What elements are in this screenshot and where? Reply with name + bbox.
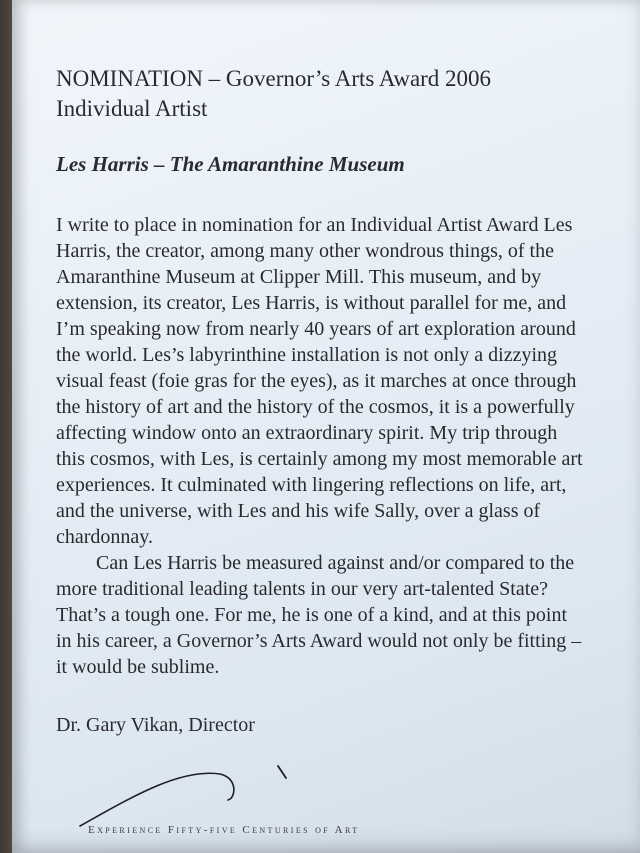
signatory-name: Dr. Gary Vikan, Director xyxy=(56,714,255,736)
museum-motto: Experience Fifty-five Centuries of Art xyxy=(88,824,360,836)
nomination-letter xyxy=(56,64,596,738)
body-paragraph-1: I write to place in nomination for an Individual Artist Award Les Harris, the creator, among many other wondrous things, of the Amaranthine Museum at Clipper Mill. This museum, and by extension, its creator, Les Harris, is without parallel for me, and I’m speaking now from nearly 40 years of art exploration around the world. Les’s labyrinthine installation is not only a dizzying visual feast (foie gras for the eyes), as it marches at once through the history of art and the history of the cosmos, it is a powerfully affecting window onto an extraordinary spirit. My trip through this cosmos, with Les, is certainly among my most memorable art experiences. It culminated with lingering reflections on life, art, and the universe, with Les and his wife Sally, over a glass of chardonnay. xyxy=(56,214,583,548)
letter-body xyxy=(56,212,584,680)
nominee-line: Les Harris – The Amaranthine Museum xyxy=(56,152,405,176)
body-paragraph-2: Can Les Harris be measured against and/or compared to the more traditional leading talents in our very art-talented State? That’s a tough one. For me, he is one of a kind, and at this point in his career, a Governor’s Arts Award would not only be fitting – it would be sublime. xyxy=(56,552,582,678)
handwritten-signature xyxy=(60,752,340,832)
letter-category: Individual Artist xyxy=(56,96,208,121)
letter-title: NOMINATION – Governor’s Arts Award 2006 xyxy=(56,66,492,91)
